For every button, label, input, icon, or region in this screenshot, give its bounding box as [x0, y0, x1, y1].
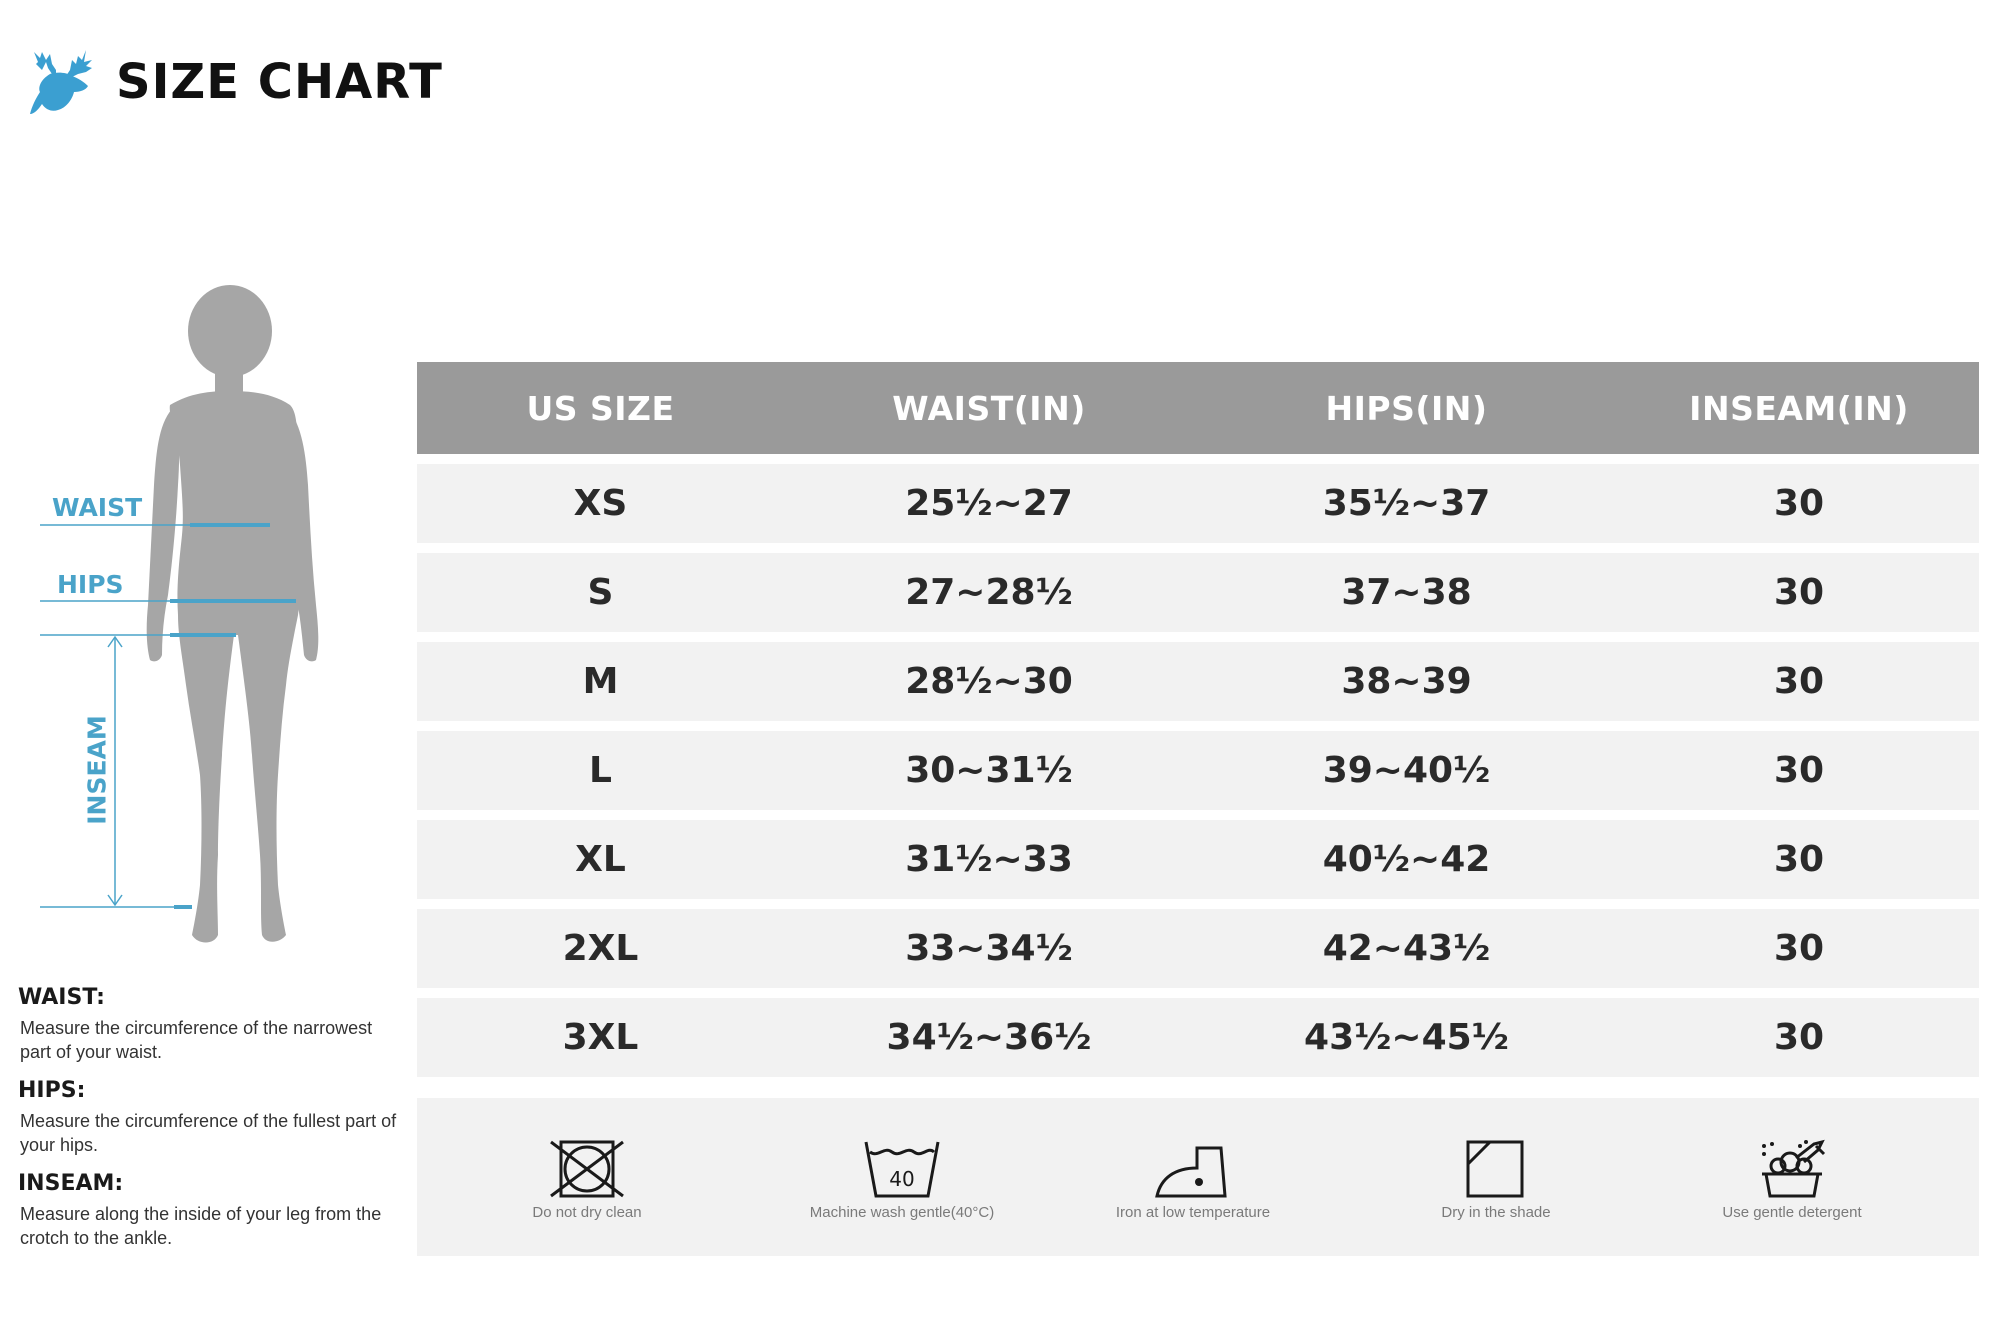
- cell-waist: 30~31½: [905, 750, 1073, 791]
- table-row: [417, 464, 1979, 543]
- cell-size: XS: [573, 483, 628, 524]
- header-hips: HIPS(IN): [1325, 388, 1488, 428]
- cell-waist: 33~34½: [905, 928, 1073, 969]
- care-do-not-dry-clean: [437, 1138, 737, 1221]
- cell-inseam: 30: [1773, 572, 1825, 613]
- table-row: [417, 820, 1979, 899]
- care-dry-shade: [1346, 1138, 1646, 1221]
- measurement-definitions: [18, 985, 408, 1264]
- cell-waist: 28½~30: [905, 661, 1073, 702]
- header-us-size: US SIZE: [526, 388, 675, 428]
- cell-waist: 27~28½: [905, 572, 1073, 613]
- header-inseam: INSEAM(IN): [1689, 388, 1909, 428]
- definition-text: Measure the circumference of the narrowest part of your waist.: [20, 1018, 373, 1062]
- cell-hips: 40½~42: [1322, 839, 1491, 880]
- care-machine-wash: [752, 1138, 1052, 1221]
- dry-in-shade-icon: [1456, 1138, 1536, 1200]
- gentle-detergent-icon: [1752, 1138, 1832, 1200]
- do-not-dry-clean-icon: [547, 1138, 627, 1200]
- table-row: [417, 998, 1979, 1077]
- cell-size: 2XL: [562, 928, 639, 969]
- waist-label: WAIST: [52, 493, 143, 522]
- cell-size: L: [589, 750, 612, 791]
- definition-text: Measure the circumference of the fullest part of your hips.: [20, 1111, 397, 1155]
- table-row: [417, 642, 1979, 721]
- machine-wash-40-icon: [862, 1138, 942, 1200]
- care-label: Iron at low temperature: [1115, 1204, 1271, 1221]
- header: [26, 48, 443, 116]
- size-table: [417, 362, 1979, 1077]
- cell-size: XL: [575, 839, 626, 880]
- inseam-label: INSEAM: [82, 715, 112, 825]
- cell-inseam: 30: [1773, 661, 1825, 702]
- cell-hips: 37~38: [1341, 572, 1472, 613]
- care-iron-low: [1043, 1138, 1343, 1221]
- cell-inseam: 30: [1773, 750, 1825, 791]
- definition-inseam: [18, 1171, 408, 1250]
- definition-hips: [18, 1078, 408, 1157]
- table-row: [417, 553, 1979, 632]
- wash-temp: 40: [889, 1167, 915, 1191]
- silhouette-shape: [147, 285, 319, 943]
- woman-silhouette: [40, 285, 330, 955]
- cell-waist: 25½~27: [905, 483, 1073, 524]
- cell-hips: 39~40½: [1322, 750, 1491, 791]
- cell-size: M: [582, 661, 619, 702]
- page-title: SIZE CHART: [116, 54, 443, 110]
- cell-inseam: 30: [1773, 839, 1825, 880]
- table-header-row: [417, 362, 1979, 454]
- cell-inseam: 30: [1773, 1017, 1825, 1058]
- cell-inseam: 30: [1773, 483, 1825, 524]
- care-label: Use gentle detergent: [1722, 1204, 1862, 1221]
- header-waist: WAIST(IN): [892, 388, 1086, 428]
- care-label: Machine wash gentle(40°C): [809, 1204, 995, 1221]
- cell-inseam: 30: [1773, 928, 1825, 969]
- table-row: [417, 731, 1979, 810]
- body-figure: [40, 285, 330, 955]
- table-row: [417, 909, 1979, 988]
- definition-text: Measure along the inside of your leg from the crotch to the ankle.: [20, 1204, 382, 1248]
- care-gentle-detergent: [1642, 1138, 1942, 1221]
- care-label: Dry in the shade: [1441, 1204, 1551, 1221]
- cell-size: S: [587, 572, 614, 613]
- care-instructions: [417, 1098, 1979, 1256]
- cell-waist: 34½~36½: [886, 1017, 1092, 1058]
- cell-size: 3XL: [562, 1017, 639, 1058]
- cell-hips: 42~43½: [1322, 928, 1491, 969]
- moose-head-icon: [26, 48, 96, 116]
- iron-low-icon: [1153, 1138, 1233, 1200]
- cell-hips: 35½~37: [1322, 483, 1491, 524]
- definition-waist: [18, 985, 408, 1064]
- definition-title: INSEAM:: [18, 1171, 124, 1196]
- definition-title: WAIST:: [18, 985, 105, 1010]
- cell-waist: 31½~33: [905, 839, 1073, 880]
- care-label: Do not dry clean: [532, 1204, 642, 1221]
- hips-label: HIPS: [57, 570, 124, 599]
- cell-hips: 38~39: [1341, 661, 1472, 702]
- definition-title: HIPS:: [18, 1078, 86, 1103]
- cell-hips: 43½~45½: [1304, 1017, 1509, 1058]
